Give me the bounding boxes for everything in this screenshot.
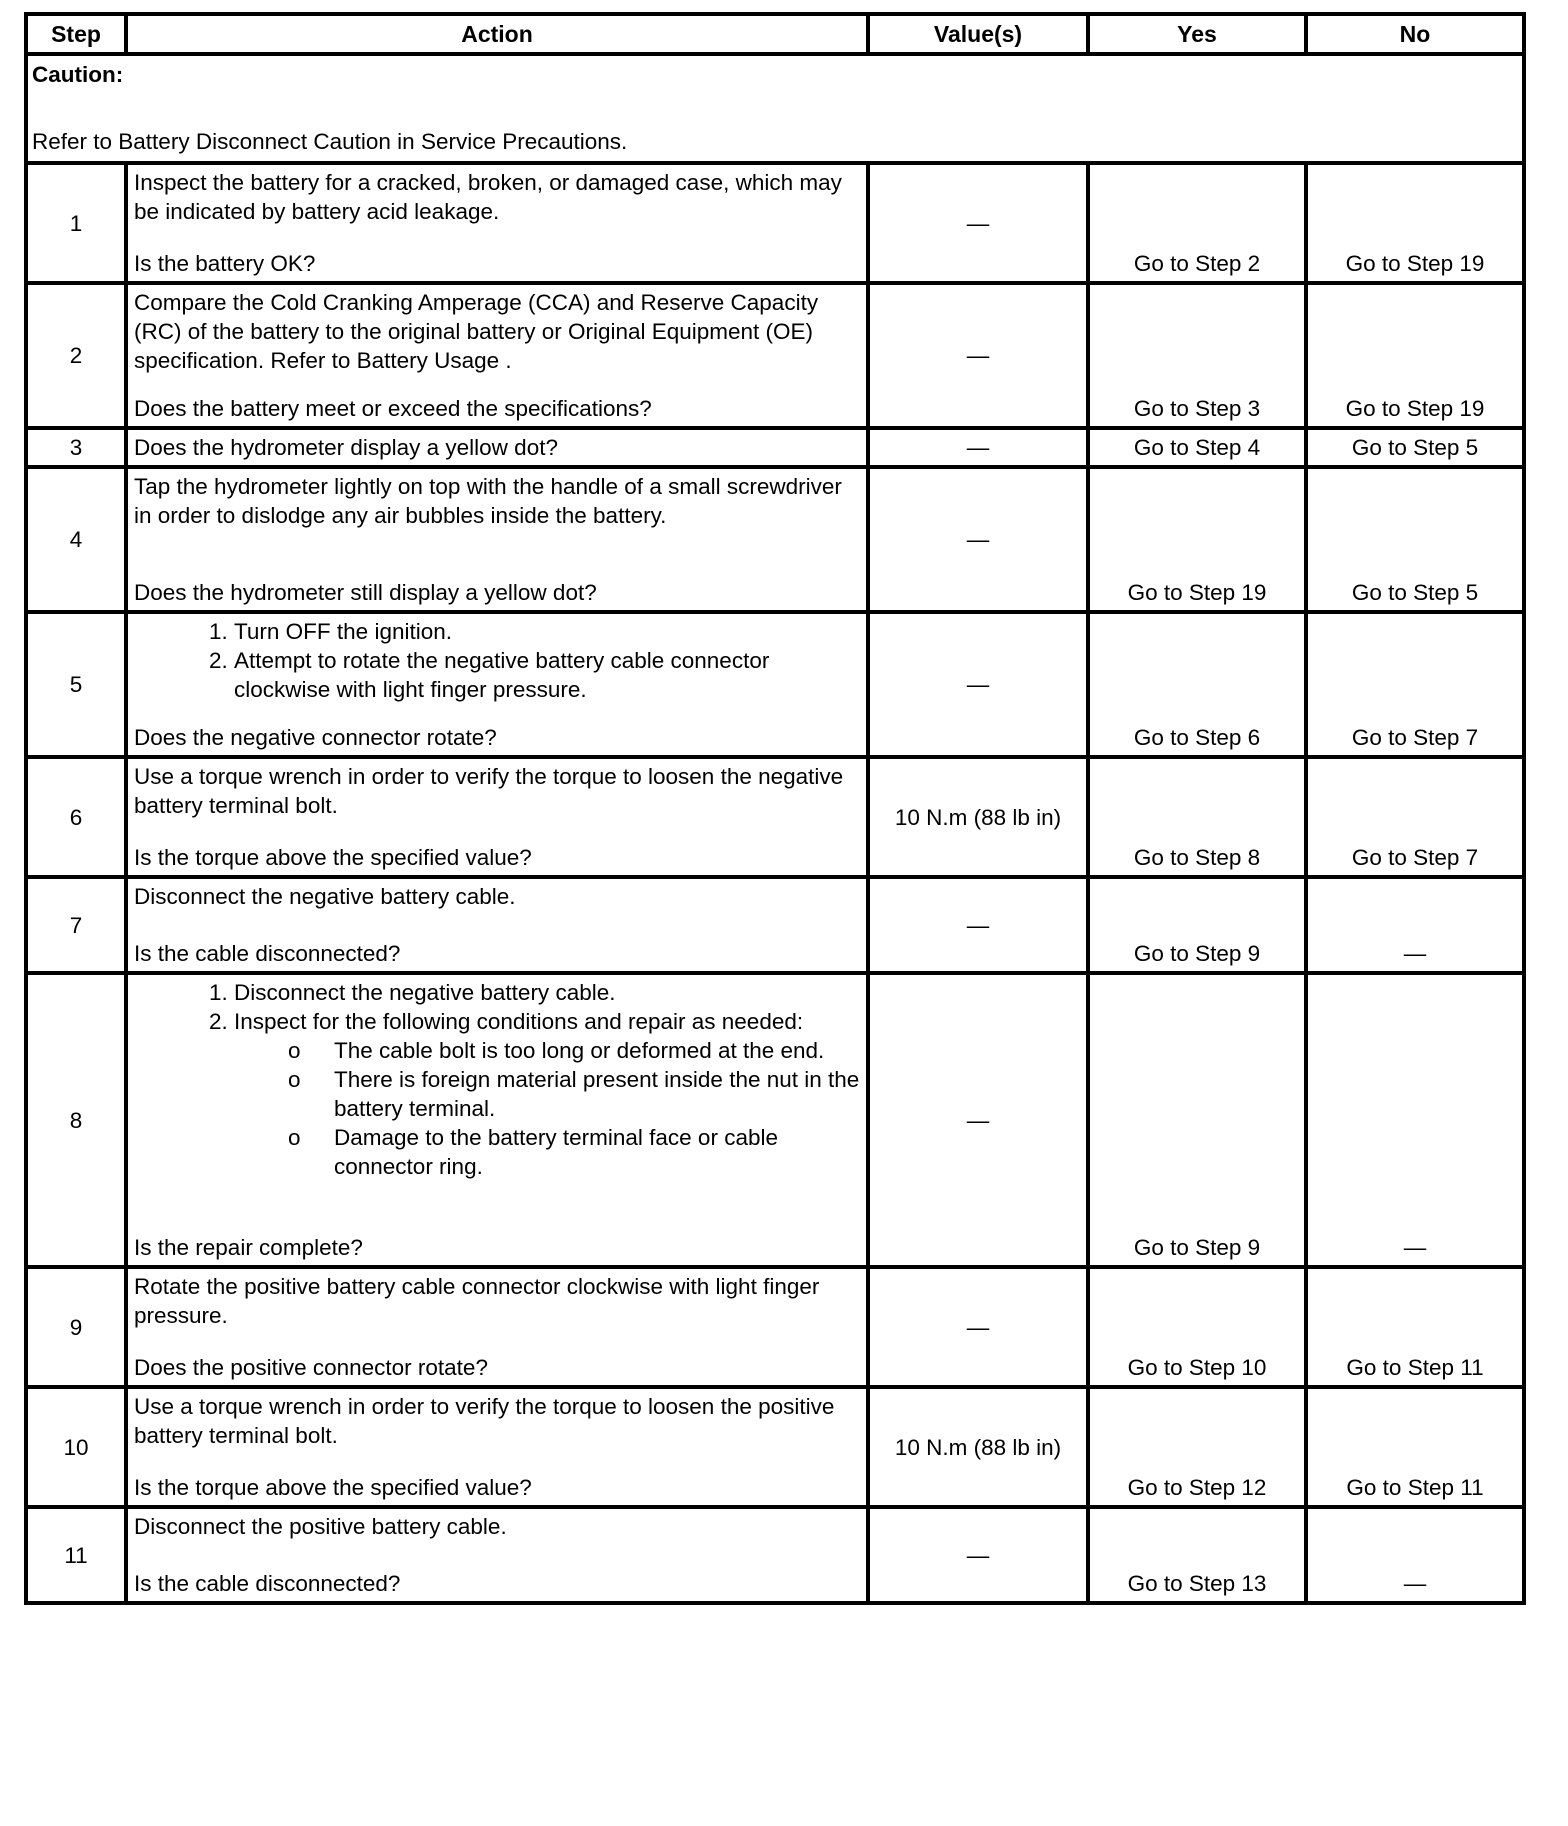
action-sub-list — [234, 1036, 860, 1181]
step-number: 2 — [26, 283, 126, 428]
action-cell — [126, 877, 868, 973]
header-values: Value(s) — [868, 14, 1088, 54]
no-cell: Go to Step 11 — [1306, 1387, 1524, 1507]
action-question: Does the hydrometer display a yellow dot? — [126, 428, 868, 467]
step-number: 8 — [26, 973, 126, 1267]
header-step: Step — [26, 14, 126, 54]
action-cell — [126, 1507, 868, 1603]
table-row-step-3 — [26, 428, 1524, 467]
table-row-step-11 — [26, 1507, 1524, 1603]
action-cell — [126, 1267, 868, 1387]
no-cell: Go to Step 5 — [1306, 428, 1524, 467]
action-question: Is the battery OK? — [134, 251, 316, 276]
action-cell — [126, 612, 868, 757]
action-text: Inspect the battery for a cracked, broken, or damaged case, which may be indicated by battery acid leakage. — [134, 170, 842, 224]
step-number: 3 — [26, 428, 126, 467]
value-cell: — — [868, 428, 1088, 467]
step-number: 1 — [26, 163, 126, 283]
list-item: 2. Attempt to rotate the negative battery cable connector clockwise with light finger pressure. — [234, 646, 860, 704]
action-text: Disconnect the positive battery cable. — [134, 1514, 507, 1539]
action-question: Is the cable disconnected? — [134, 941, 401, 966]
action-text: Rotate the positive battery cable connector clockwise with light finger pressure. — [134, 1274, 820, 1328]
caution-cell — [26, 54, 1524, 163]
yes-cell: Go to Step 6 — [1088, 612, 1306, 757]
header-no: No — [1306, 14, 1524, 54]
table-row-step-6 — [26, 757, 1524, 877]
step-number: 4 — [26, 467, 126, 612]
action-text: Disconnect the negative battery cable. — [134, 884, 516, 909]
no-cell: Go to Step 19 — [1306, 283, 1524, 428]
action-question: Does the hydrometer still display a yellow dot? — [134, 580, 597, 605]
step-number: 5 — [26, 612, 126, 757]
action-cell — [126, 1387, 868, 1507]
yes-cell: Go to Step 10 — [1088, 1267, 1306, 1387]
action-text: Compare the Cold Cranking Amperage (CCA) and Reserve Capacity (RC) of the battery to the original battery or Original Equipment (OE) specification. Refer to Battery Usage . — [134, 290, 819, 373]
list-item — [234, 1007, 860, 1181]
value-cell: — — [868, 1267, 1088, 1387]
value-cell: — — [868, 163, 1088, 283]
caution-row — [26, 54, 1524, 163]
action-question: Is the torque above the specified value? — [134, 1475, 532, 1500]
yes-cell: Go to Step 2 — [1088, 163, 1306, 283]
no-cell: Go to Step 11 — [1306, 1267, 1524, 1387]
action-question: Is the cable disconnected? — [134, 1571, 401, 1596]
yes-cell: Go to Step 12 — [1088, 1387, 1306, 1507]
no-cell: — — [1306, 877, 1524, 973]
action-text: Tap the hydrometer lightly on top with the handle of a small screwdriver in order to dislodge any air bubbles inside the battery. — [134, 474, 842, 528]
table-row-step-5 — [26, 612, 1524, 757]
step-number: 7 — [26, 877, 126, 973]
yes-cell: Go to Step 9 — [1088, 973, 1306, 1267]
value-cell: — — [868, 1507, 1088, 1603]
yes-cell: Go to Step 19 — [1088, 467, 1306, 612]
list-item: 1. Turn OFF the ignition. — [234, 617, 860, 646]
value-cell: — — [868, 973, 1088, 1267]
action-cell — [126, 467, 868, 612]
list-item: 1. Disconnect the negative battery cable. — [234, 978, 860, 1007]
caution-text: Refer to Battery Disconnect Caution in Service Precautions. — [32, 129, 628, 154]
no-cell: Go to Step 19 — [1306, 163, 1524, 283]
value-cell: — — [868, 283, 1088, 428]
action-question: Is the torque above the specified value? — [134, 845, 532, 870]
action-numbered-list — [134, 978, 860, 1181]
table-row-step-9 — [26, 1267, 1524, 1387]
action-cell — [126, 973, 868, 1267]
header-row — [26, 14, 1524, 54]
step-number: 11 — [26, 1507, 126, 1603]
action-question: Does the battery meet or exceed the specifications? — [134, 396, 652, 421]
step-number: 9 — [26, 1267, 126, 1387]
no-cell: — — [1306, 1507, 1524, 1603]
no-cell: — — [1306, 973, 1524, 1267]
value-cell: 10 N.m (88 lb in) — [868, 1387, 1088, 1507]
table-row-step-2 — [26, 283, 1524, 428]
no-cell: Go to Step 7 — [1306, 757, 1524, 877]
sub-list-item: o There is foreign material present inside the nut in the battery terminal. — [334, 1065, 860, 1123]
step-number: 6 — [26, 757, 126, 877]
action-cell — [126, 163, 868, 283]
table-row-step-10 — [26, 1387, 1524, 1507]
value-cell: 10 N.m (88 lb in) — [868, 757, 1088, 877]
action-question: Is the repair complete? — [134, 1235, 363, 1260]
yes-cell: Go to Step 8 — [1088, 757, 1306, 877]
yes-cell: Go to Step 4 — [1088, 428, 1306, 467]
sub-list-item: o Damage to the battery terminal face or cable connector ring. — [334, 1123, 860, 1181]
list-item-text: Inspect for the following conditions and repair as needed: — [234, 1009, 804, 1034]
action-text: Use a torque wrench in order to verify the torque to loosen the positive battery terminal bolt. — [134, 1394, 835, 1448]
action-text: Use a torque wrench in order to verify the torque to loosen the negative battery terminal bolt. — [134, 764, 844, 818]
table-row-step-8 — [26, 973, 1524, 1267]
table-row-step-1 — [26, 163, 1524, 283]
no-cell: Go to Step 7 — [1306, 612, 1524, 757]
header-action: Action — [126, 14, 868, 54]
no-cell: Go to Step 5 — [1306, 467, 1524, 612]
action-question: Does the negative connector rotate? — [134, 725, 497, 750]
action-question: Does the positive connector rotate? — [134, 1355, 488, 1380]
sub-list-item: o The cable bolt is too long or deformed at the end. — [334, 1036, 860, 1065]
table-row-step-7 — [26, 877, 1524, 973]
action-numbered-list — [134, 617, 860, 704]
value-cell: — — [868, 877, 1088, 973]
yes-cell: Go to Step 9 — [1088, 877, 1306, 973]
action-cell — [126, 757, 868, 877]
value-cell: — — [868, 467, 1088, 612]
header-yes: Yes — [1088, 14, 1306, 54]
value-cell: — — [868, 612, 1088, 757]
caution-title: Caution: — [32, 62, 124, 87]
table-row-step-4 — [26, 467, 1524, 612]
action-cell — [126, 283, 868, 428]
step-number: 10 — [26, 1387, 126, 1507]
yes-cell: Go to Step 13 — [1088, 1507, 1306, 1603]
diagnostic-table — [24, 12, 1526, 1605]
yes-cell: Go to Step 3 — [1088, 283, 1306, 428]
